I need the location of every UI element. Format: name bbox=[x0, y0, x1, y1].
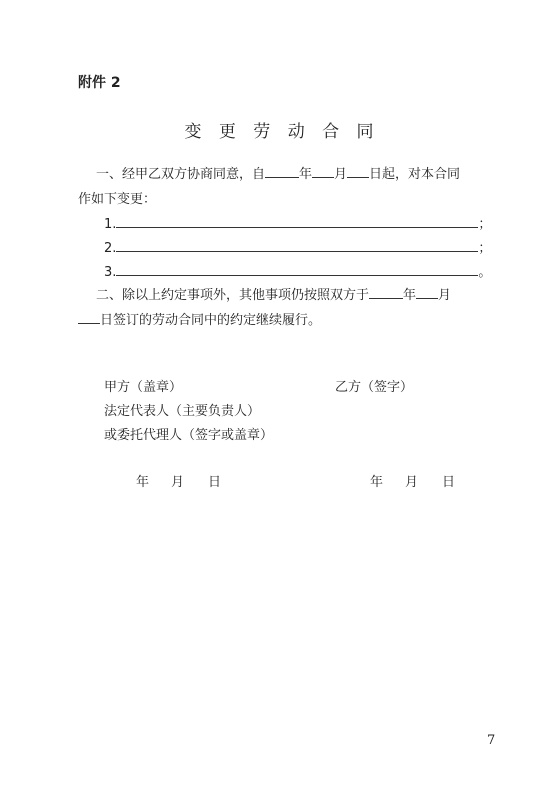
date-day-label: 日 bbox=[442, 475, 456, 490]
start-year-blank[interactable] bbox=[265, 163, 299, 178]
item-end-punct: 。 bbox=[478, 265, 492, 280]
start-month-blank[interactable] bbox=[312, 163, 334, 178]
date-year-label: 年 bbox=[136, 475, 150, 490]
signed-day-blank[interactable] bbox=[78, 309, 100, 324]
year-label: 年 bbox=[299, 167, 313, 182]
attachment-label: 附件 2 bbox=[78, 75, 121, 91]
paragraph-1-line-2: 作如下变更： bbox=[78, 192, 157, 207]
change-item-3-blank[interactable] bbox=[116, 261, 478, 276]
paragraph-1-line-1 bbox=[96, 163, 460, 187]
change-item-1-blank[interactable] bbox=[116, 213, 478, 228]
month-label: 月 bbox=[438, 288, 452, 303]
paragraph-2-line-1 bbox=[96, 284, 451, 308]
date-month-label: 月 bbox=[405, 475, 419, 490]
date-month-label: 月 bbox=[171, 475, 185, 490]
item-number: 2. bbox=[104, 241, 117, 256]
item-number: 1. bbox=[104, 217, 117, 232]
item-end-punct: ； bbox=[478, 217, 492, 232]
party-b-signature-label: 乙方（签字） bbox=[335, 380, 414, 395]
page-number: 7 bbox=[487, 733, 496, 748]
signed-month-blank[interactable] bbox=[416, 284, 438, 299]
paragraph-2-suffix: 日签订的劳动合同中的约定继续履行。 bbox=[100, 313, 322, 328]
party-a-seal-label: 甲方（盖章） bbox=[104, 380, 183, 395]
document-title: 变 更 劳 动 合 同 bbox=[184, 122, 380, 142]
paragraph-2-prefix: 二、除以上约定事项外，其他事项仍按照双方于 bbox=[96, 288, 370, 303]
paragraph-1-prefix: 一、经甲乙双方协商同意，自 bbox=[96, 167, 266, 182]
change-item-2 bbox=[104, 237, 491, 256]
party-a-date bbox=[136, 471, 221, 490]
party-b-date bbox=[370, 471, 455, 490]
authorized-agent-label: 或委托代理人（签字或盖章） bbox=[104, 428, 274, 443]
year-label: 年 bbox=[403, 288, 417, 303]
paragraph-1-suffix: 日起，对本合同 bbox=[369, 167, 461, 182]
change-item-2-blank[interactable] bbox=[116, 237, 478, 252]
month-label: 月 bbox=[334, 167, 348, 182]
date-day-label: 日 bbox=[208, 475, 222, 490]
item-number: 3. bbox=[104, 265, 117, 280]
change-item-3 bbox=[104, 261, 491, 280]
legal-representative-label: 法定代表人（主要负责人） bbox=[104, 404, 261, 419]
start-day-blank[interactable] bbox=[347, 163, 369, 178]
signed-year-blank[interactable] bbox=[369, 284, 403, 299]
date-year-label: 年 bbox=[370, 475, 384, 490]
item-end-punct: ； bbox=[478, 241, 492, 256]
paragraph-2-line-2 bbox=[78, 309, 321, 333]
change-item-1 bbox=[104, 213, 491, 232]
